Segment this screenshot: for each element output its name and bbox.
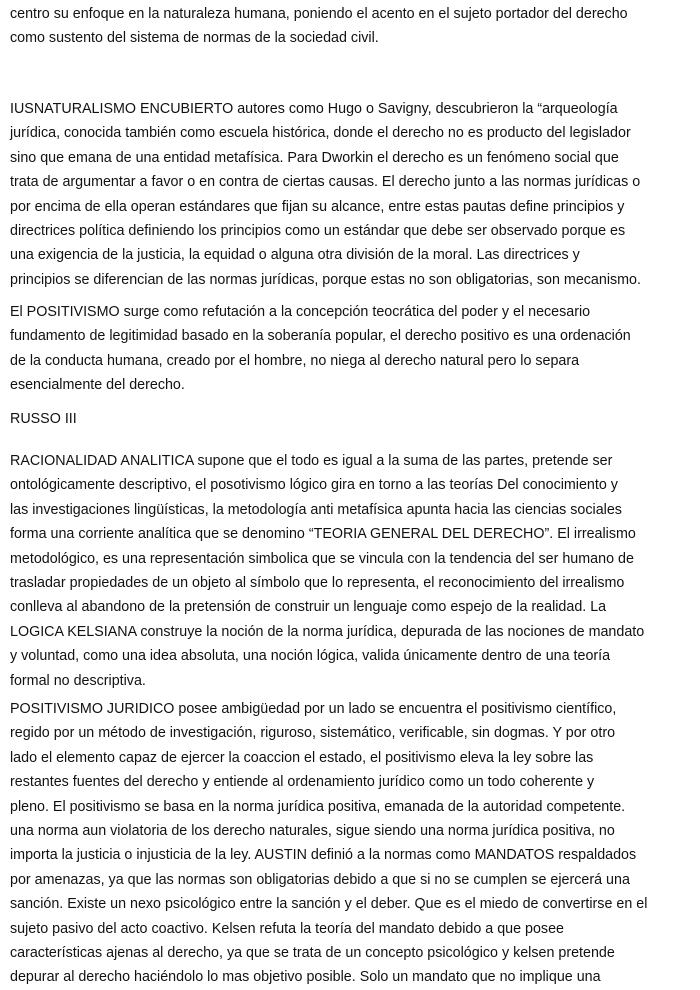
text-line: directrices política definiendo los principios como un estándar que debe ser observado porque es (10, 223, 626, 240)
text-line: trasladar propiedades de un objeto al símbolo que lo representa, el reconocimiento del irrealismo (10, 575, 625, 592)
text-line: por amenazas, ya que las normas son obligatorias debido a que si no se cumplen se ejercerá una (10, 871, 630, 888)
paragraph-positivismo-juridico (10, 697, 647, 990)
text-line: sino que emana de una entidad metafísica. Para Dworkin el derecho es un fenómeno social que (10, 149, 619, 166)
text-line: centro su enfoque en la naturaleza humana, poniendo el acento en el sujeto portador del derecho (10, 6, 628, 22)
text-line: como sustento del sistema de normas de la sociedad civil. (10, 30, 379, 47)
text-line: depurar al derecho haciéndolo lo mas objetivo posible. Solo un mandato que no implique una (10, 969, 601, 986)
text-line: POSITIVISMO JURIDICO posee ambigüedad por un lado se encuentra el positivismo científico, (10, 701, 617, 717)
text-line: las investigaciones lingüísticas, la metodología anti metafísica apunta hacia las ciencias sociales (10, 501, 622, 518)
heading-text: RUSSO III (10, 411, 77, 427)
text-line: regido por un método de investigación, riguroso, sistemático, verificable, sin dogmas. Y por otro (10, 725, 616, 742)
text-line: fundamento de legitimidad basado en la soberanía popular, el derecho positivo es una ordenación (10, 328, 631, 345)
text-line: por encima de ella operan estándares que fijan su alcance, entre estas pautas define principios y (10, 198, 625, 215)
text-line: una exigencia de la justicia, la equidad o alguna otra división de la moral. Las directrices y (10, 247, 580, 264)
text-line: importa la justicia o injusticia de la ley. AUSTIN definió a la normas como MANDATOS respaldados (10, 847, 637, 864)
text-line: principios se diferencian de las normas jurídicas, porque estas no son obligatorias, son mecanismo. (10, 271, 641, 288)
text-line: LOGICA KELSIANA construye la noción de la norma jurídica, depurada de las nociones de mandato (10, 623, 645, 640)
text-line: metodológico, es una representación simbolica que se vincula con la tendencia del ser humano de (10, 550, 634, 567)
text-line: trata de argumentar a favor o en contra de ciertas causas. El derecho junto a las normas jurídicas o (10, 174, 641, 191)
text-line: El POSITIVISMO surge como refutación a la concepción teocrática del poder y el necesario (10, 304, 591, 320)
text-line: lado el elemento capaz de ejercer la coaccion el estado, el positivismo eleva la ley sobre las (10, 749, 594, 766)
text-line: RACIONALIDAD ANALITICA supone que el todo es igual a la suma de las partes, pretende ser (10, 453, 613, 469)
text-line: jurídica, conocida también como escuela histórica, donde el derecho no es producto del legislador (10, 125, 631, 142)
text-line: esencialmente del derecho. (10, 377, 185, 394)
paragraph-racionalidad-analitica (10, 449, 644, 693)
text-line: ontológicamente descriptivo, el posotivismo lógico gira en torno a las teorías Del conocimiento y (10, 477, 618, 494)
text-line: sujeto pasivo del acto coactivo. Kelsen refuta la teoría del mandato debido a que posee (10, 920, 564, 937)
text-line: sanción. Existe un nexo psicológico entre la sanción y el deber. Que es el miedo de convertirse en el (10, 896, 648, 913)
paragraph-positivismo (10, 300, 631, 398)
text-line: conlleva al abandono de la pretensión de construir un lenguaje como espejo de la realidad. La (10, 599, 607, 616)
text-line: pleno. El positivismo se basa en la norma jurídica positiva, emanada de la autoridad competente. (10, 798, 626, 815)
text-line: una norma aun violatoria de los derecho naturales, sigue siendo una norma jurídica positiva, no (10, 823, 615, 840)
text-line: forma una corriente analítica que se denomino “TEORIA GENERAL DEL DERECHO”. El irrealismo (10, 526, 636, 543)
text-line: de la conducta humana, creado por el hombre, no niega al derecho natural pero lo separa (10, 352, 580, 369)
text-line: IUSNATURALISMO ENCUBIERTO autores como Hugo o Savigny, descubrieron la “arqueología (10, 101, 618, 117)
text-line: y voluntad, como una idea absoluta, una noción lógica, valida únicamente dentro de una teoría (10, 648, 611, 665)
text-line: características ajenas al derecho, ya que se trata de un concepto psicológico y kelsen pretende (10, 945, 615, 962)
paragraph-intro (10, 2, 628, 51)
text-line: formal no descriptiva. (10, 672, 146, 689)
section-heading (10, 407, 77, 431)
paragraph-iusnaturalismo (10, 97, 641, 292)
text-line: restantes fuentes del derecho y entiende al ordenamiento jurídico como un todo coherente y (10, 774, 595, 791)
